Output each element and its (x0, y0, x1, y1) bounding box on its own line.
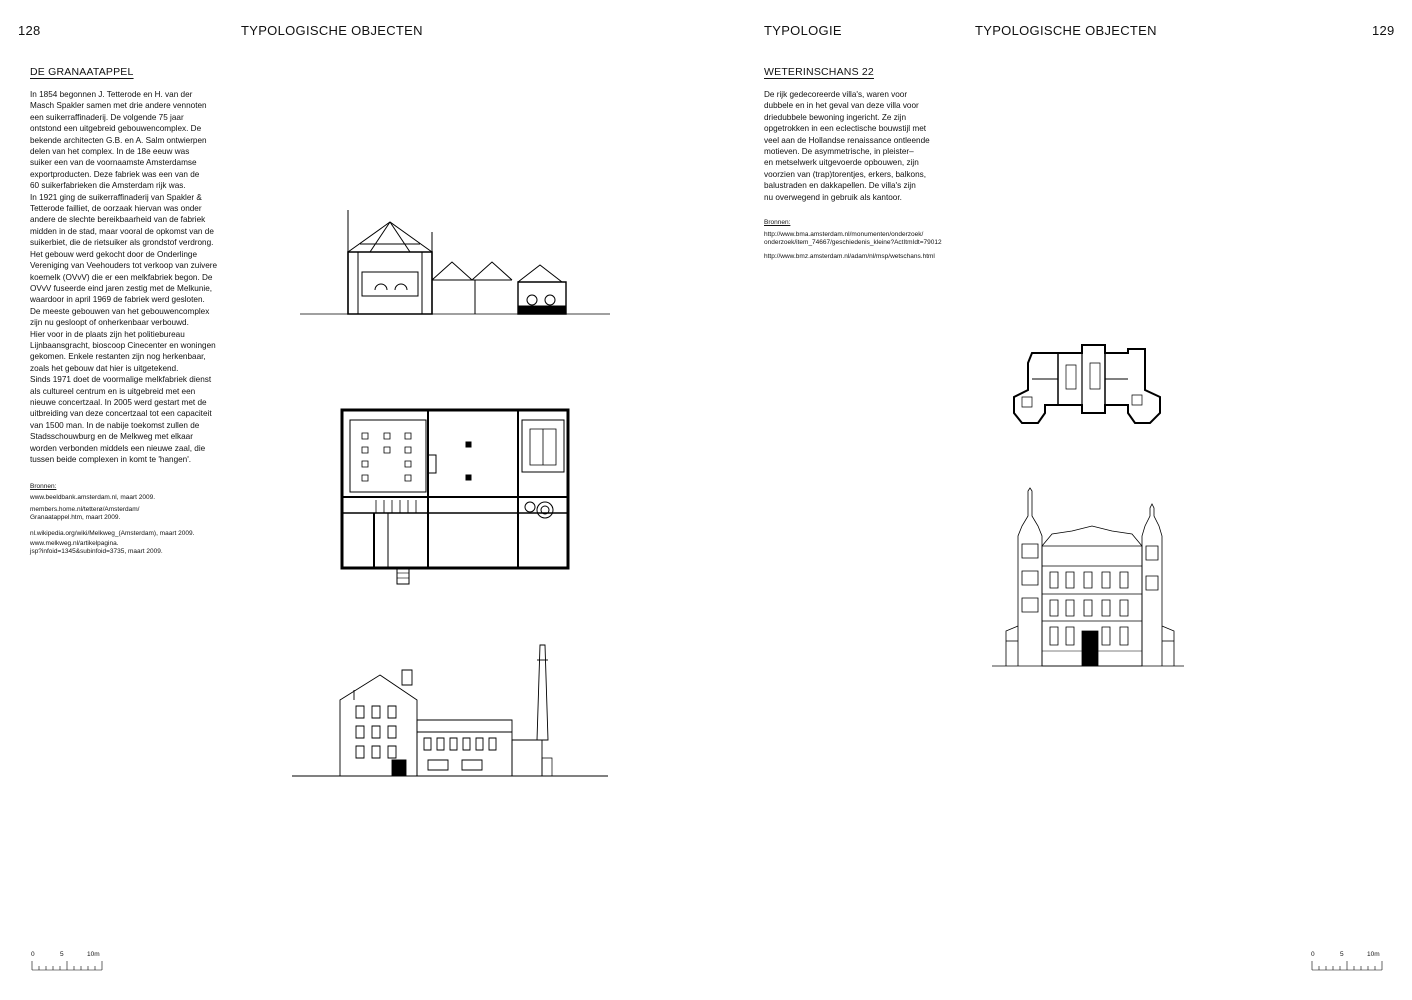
article-body: In 1854 begonnen J. Tetterode en H. van der Masch Spakler samen met drie andere vennoten een suikerraffinaderij. De volgende 75 jaar ontstond een uitgebreid gebouwencomplex. De bekende architecten G.B. en A. Salm ontwierpen delen van het complex. In de 18e eeuw was suiker een van de voornaamste Amsterdamse exportproducten. Deze fabriek was een van de 60 suikerfabrieken die Amsterdam rijk was. In 1921 ging de suikerraffinaderij van Spakler & Tetterode failliet, de oorzaak hiervan was onder andere de slechte bereikbaarheid van de fabriek midden in de stad, maar vooral de opkomst van de suikerbiet, die de rietsuiker als grondstof verdrong. Het gebouw werd gekocht door de Onderlinge Vereniging van Veehouders tot verkoop van zuivere koemelk (OVvV) die er een melkfabriek begon. De OVvV fuseerde eind jaren zestig met de Melkunie, waardoor in april 1969 de fabriek werd gesloten. De meeste gebouwen van het gebouwencomplex zijn nu gesloopt of onherkenbaar verbouwd. Hier voor in de plaats zijn het politiebureau Lijnbaansgracht, bioscoop Cinecenter en woningen gekomen. Enkele restanten zijn nog herkenbaar, zoals het gebouw dat hier is uitgetekend. Sinds 1971 doet de voormalige melkfabriek dienst als cultureel centrum en is uitgebreid met een nieuwe concertzaal. In 2005 werd gestart met de uitbreiding van deze concertzaal tot een capaciteit van 1500 man. In de nabije toekomst zullen de Stadsschouwburg en de Melkweg met elkaar worden verbonden middels een nieuwe zaal, die tussen beide complexen in komt te 'hangen'. (30, 90, 218, 464)
page-number-right: 129 (1372, 23, 1395, 38)
elevation-drawing (292, 640, 612, 780)
source-item: members.home.nl/tetterø/Amsterdam/ Granaatappel.htm, maart 2009. (30, 506, 140, 522)
villa-elevation (992, 486, 1187, 671)
article-title: DE GRANAATAPPEL (30, 66, 134, 78)
sources-heading: Bronnen: (764, 219, 791, 226)
villa-floor-plan (1010, 335, 1165, 430)
article-title: WETERINSCHANS 22 (764, 66, 874, 78)
floor-plan-drawing (340, 405, 572, 585)
scale-label: 0 (31, 951, 35, 958)
section-drawing (300, 210, 620, 340)
sources-heading: Bronnen: (30, 483, 57, 490)
source-item: www.melkweg.nl/artikelpagina. jsp?infoid=1345&subinfoid=3735, maart 2009. (30, 540, 163, 556)
scale-label: 10m (87, 951, 100, 958)
scale-label: 5 (1340, 951, 1344, 958)
scale-label: 5 (60, 951, 64, 958)
article-body: De rijk gedecoreerde villa's, waren voor dubbele en in het geval van deze villa voor driedubbele bewoning ingericht. Ze zijn opgetrokken in een eclectische bouwstijl met veel aan de Hollandse renaissance ontleende motieven. De asymmetrische, in pleister– en metselwerk uitgevoerde opbouwen, zijn voorzien van (trap)torentjes, erkers, balkons, balustraden en dakkapellen. De villa's zijn nu overwegend in gebruik als kantoor. (764, 90, 930, 202)
scale-label: 0 (1311, 951, 1315, 958)
scale-label: 10m (1367, 951, 1380, 958)
scale-bar (1312, 961, 1384, 971)
running-header-left: TYPOLOGISCHE OBJECTEN (241, 23, 423, 38)
source-item: www.beeldbank.amsterdam.nl, maart 2009. (30, 494, 156, 501)
scale-bar (32, 961, 104, 971)
source-item: nl.wikipedia.org/wiki/Melkweg_(Amsterdam), maart 2009. (30, 530, 195, 537)
section-label: TYPOLOGIE (764, 23, 842, 38)
source-item: http://www.bma.amsterdam.nl/monumenten/onderzoek/ onderzoek/item_74667/geschiedenis_kleine?ActItmIdt=79012 (764, 231, 942, 247)
source-item: http://www.bmz.amsterdam.nl/adam/nl/msp/wetschans.html (764, 253, 935, 260)
page-number-left: 128 (18, 23, 41, 38)
running-header-right: TYPOLOGISCHE OBJECTEN (975, 23, 1157, 38)
